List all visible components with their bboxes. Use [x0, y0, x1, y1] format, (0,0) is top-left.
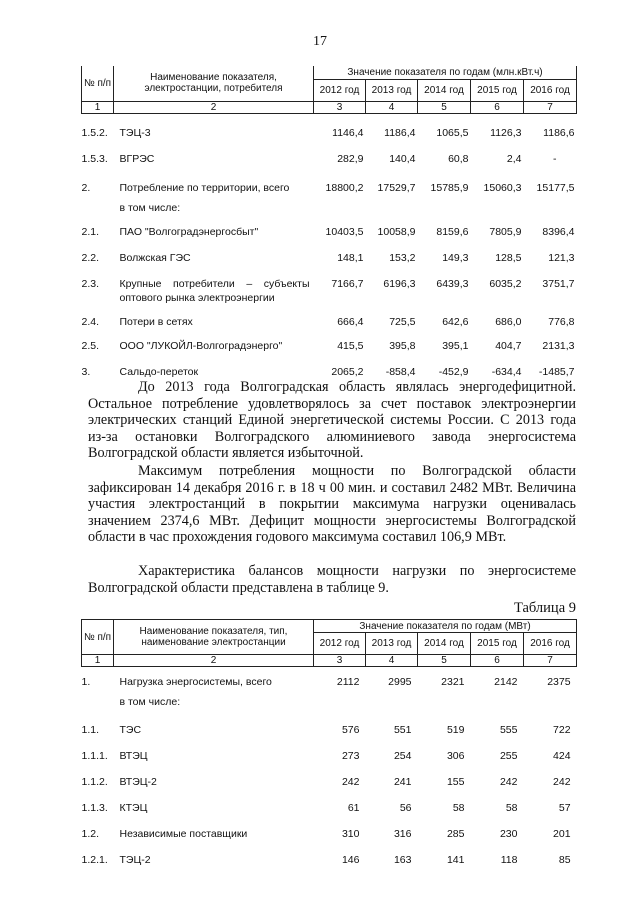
column-number: 2 [114, 655, 314, 667]
row-value: 6035,2 [489, 278, 522, 290]
column-number: 3 [314, 655, 366, 667]
column-number: 7 [524, 655, 577, 667]
row-value: 153,2 [389, 252, 416, 264]
row-value: 6196,3 [383, 278, 416, 290]
row-number: 2.3. [81, 278, 100, 290]
row-number: 1.1.3. [81, 801, 108, 814]
table-row [82, 173, 577, 217]
row-value: 10403,5 [325, 226, 364, 238]
row-number: 1.2.1. [81, 853, 108, 866]
row-number: 1.5.2. [81, 126, 108, 139]
row-name: ПАО "Волгоградэнергосбыт" [119, 226, 259, 238]
row-value: 56 [399, 801, 412, 814]
paragraph-text: До 2013 года Волгоградская область являлась энергодефицитной. Остальное потребление удовлетворялось за счет поставок электроэнергии электрических станций Единой энергетической системы России. С 2013 года из-за остановки Волгоградского алюминиевого завода энергосистема Волгоградской области является избыточной. [88, 379, 576, 461]
row-value: 273 [341, 749, 360, 762]
row-value: 576 [341, 723, 360, 736]
paragraph [88, 379, 576, 462]
row-value: 15177,5 [536, 182, 575, 194]
header-year: 2014 год [418, 79, 471, 101]
row-value: 1126,3 [490, 126, 522, 139]
row-value: 10058,9 [377, 226, 416, 238]
row-value: 686,0 [495, 316, 522, 328]
row-number: 1.1.2. [81, 775, 108, 788]
row-value: 285 [446, 827, 465, 840]
row-number: 2.5. [81, 340, 100, 352]
row-name: ООО "ЛУКОЙЛ-Волгоградэнерго" [119, 340, 283, 352]
row-value: 310 [341, 827, 360, 840]
paragraph-text: Максимум потребления мощности по Волгоградской области зафиксирован 14 декабря 2016 г. в 18 ч 00 мин. и составил 2482 МВт. Величина участия электростанций в покрытии максимума нагрузки оценивалась значением 2374,6 МВт. Дефицит мощности энергосистемы Волгоградской области в час прохождения годового максимума составил 106,9 МВт. [88, 463, 576, 545]
column-number: 6 [471, 101, 524, 113]
row-subtitle: в том числе: [119, 696, 181, 708]
row-value: 140,4 [389, 153, 416, 165]
row-value: 642,6 [442, 316, 469, 328]
row-name: ВТЭЦ [119, 749, 148, 762]
row-value: 1065,5 [436, 126, 469, 139]
paragraph [88, 463, 576, 546]
row-value: 2375 [547, 676, 571, 688]
row-value: 2,4 [506, 153, 522, 165]
row-name: ВТЭЦ-2 [119, 775, 157, 788]
row-value: 57 [558, 801, 571, 814]
row-name: Потребление по территории, всего [119, 182, 290, 194]
paragraph-text: Характеристика балансов мощности нагрузки по энергосистеме Волгоградской области представлена в таблице 9. [88, 563, 576, 596]
row-name: Сальдо-переток [119, 366, 199, 378]
row-value: -452,9 [438, 366, 469, 378]
row-name: Крупные потребители – субъекты оптового рынка электроэнергии [119, 278, 310, 304]
row-name: Волжская ГЭС [119, 252, 191, 264]
row-value: 201 [553, 827, 571, 840]
column-number: 2 [114, 101, 314, 113]
row-name: ВГРЭС [119, 153, 155, 165]
row-name: Потери в сетях [119, 316, 193, 328]
column-number: 3 [314, 101, 366, 113]
row-value: 2995 [388, 676, 412, 688]
row-value: 230 [499, 827, 518, 840]
row-number: 3. [81, 366, 91, 378]
column-number: 1 [82, 655, 114, 667]
table-row [82, 667, 577, 715]
row-value: 8159,6 [436, 226, 469, 238]
row-value: 148,1 [337, 252, 364, 264]
row-value: 424 [553, 749, 571, 762]
row-value: 15785,9 [430, 182, 469, 194]
row-value: -1485,7 [538, 366, 575, 378]
row-value: 415,5 [337, 340, 364, 352]
table-row [82, 245, 577, 271]
row-value: 404,7 [495, 340, 522, 352]
row-value: -634,4 [491, 366, 522, 378]
header-no: № п/п [82, 66, 114, 101]
power-load-table [81, 619, 577, 873]
row-value: 242 [499, 775, 518, 788]
row-value: 17529,7 [377, 182, 416, 194]
row-value: 15060,3 [483, 182, 522, 194]
row-value: 316 [393, 827, 412, 840]
row-value: -858,4 [385, 366, 416, 378]
header-year: 2012 год [314, 79, 366, 101]
row-value: 2321 [441, 676, 465, 688]
row-value: 306 [446, 749, 465, 762]
paragraph [88, 563, 576, 596]
column-number: 4 [366, 101, 418, 113]
row-value: 3751,7 [542, 278, 575, 290]
table-row [82, 113, 577, 147]
row-value: 128,5 [495, 252, 522, 264]
table-row [82, 847, 577, 873]
table-row [82, 821, 577, 847]
row-value: 1186,6 [543, 126, 575, 139]
row-value: 282,9 [337, 153, 364, 165]
table-row [82, 333, 577, 359]
row-value: 61 [347, 801, 360, 814]
header-values: Значение показателя по годам (МВт) [314, 620, 577, 633]
header-year: 2016 год [524, 633, 577, 655]
row-number: 2.1. [81, 226, 100, 238]
row-value: 149,3 [442, 252, 469, 264]
row-value: 121,3 [548, 252, 575, 264]
column-number: 7 [524, 101, 577, 113]
row-value: 141 [446, 853, 465, 866]
row-value: 146 [341, 853, 360, 866]
row-value: 2131,3 [542, 340, 575, 352]
row-number: 1. [81, 676, 91, 688]
row-name: ТЭС [119, 723, 142, 736]
row-value: 1186,4 [384, 126, 416, 139]
table-row [82, 795, 577, 821]
column-number: 6 [471, 655, 524, 667]
row-number: 2.2. [81, 252, 100, 264]
row-name: ТЭЦ-2 [119, 853, 151, 866]
row-value: 725,5 [389, 316, 416, 328]
row-name: ТЭЦ-3 [119, 126, 151, 139]
header-no: № п/п [82, 620, 114, 655]
row-number: 1.1.1. [81, 749, 108, 762]
page-number: 17 [313, 34, 327, 49]
row-number: 1.1. [81, 723, 100, 736]
column-number: 4 [366, 655, 418, 667]
column-number: 1 [82, 101, 114, 113]
header-year: 2015 год [471, 633, 524, 655]
row-value: 2112 [336, 676, 360, 688]
row-number: 2. [81, 182, 91, 194]
row-value: 1146,4 [332, 126, 364, 139]
row-number: 1.2. [81, 827, 100, 840]
row-value: 58 [505, 801, 518, 814]
table-caption: Таблица 9 [513, 600, 576, 616]
row-value: 254 [393, 749, 412, 762]
row-value: 85 [558, 853, 571, 866]
header-name: Наименование показателя, электростанции, потребителя [114, 66, 314, 101]
row-value: 395,8 [389, 340, 416, 352]
header-year: 2012 год [314, 633, 366, 655]
row-value: 2142 [494, 676, 518, 688]
header-year: 2016 год [524, 79, 577, 101]
row-value: 776,8 [548, 316, 575, 328]
column-number: 5 [418, 101, 471, 113]
row-number: 1.5.3. [81, 153, 108, 165]
row-value: 7805,9 [489, 226, 522, 238]
row-value: 666,4 [337, 316, 364, 328]
table-row [82, 217, 577, 245]
row-value: 255 [499, 749, 518, 762]
row-value: 519 [446, 723, 465, 736]
row-value: 242 [553, 775, 571, 788]
column-number: 5 [418, 655, 471, 667]
energy-balance-table [81, 66, 577, 385]
row-value: 8396,4 [542, 226, 575, 238]
header-year: 2014 год [418, 633, 471, 655]
row-value: 241 [393, 775, 412, 788]
row-value: 6439,3 [436, 278, 469, 290]
row-value: 163 [393, 853, 412, 866]
row-value: 60,8 [448, 153, 469, 165]
row-value: 551 [393, 723, 412, 736]
row-value: 395,1 [442, 340, 469, 352]
row-value: - [553, 153, 557, 165]
row-name: Нагрузка энергосистемы, всего [119, 676, 272, 688]
header-year: 2015 год [471, 79, 524, 101]
table-row [82, 271, 577, 307]
header-year: 2013 год [366, 79, 418, 101]
header-values: Значение показателя по годам (млн.кВт.ч) [314, 66, 577, 79]
table-row [82, 307, 577, 333]
row-name: Независимые поставщики [119, 827, 248, 840]
table-row [82, 147, 577, 173]
row-value: 2065,2 [331, 366, 364, 378]
row-subtitle: в том числе: [119, 202, 181, 214]
row-value: 555 [499, 723, 518, 736]
row-value: 118 [500, 853, 518, 866]
row-value: 18800,2 [325, 182, 364, 194]
row-value: 155 [446, 775, 465, 788]
row-value: 242 [341, 775, 360, 788]
table-row [82, 769, 577, 795]
table-row [82, 715, 577, 743]
table-row [82, 743, 577, 769]
row-value: 58 [452, 801, 465, 814]
row-value: 722 [553, 723, 571, 736]
row-value: 7166,7 [331, 278, 364, 290]
row-number: 2.4. [81, 316, 100, 328]
header-year: 2013 год [366, 633, 418, 655]
row-name: КТЭЦ [119, 801, 148, 814]
header-name: Наименование показателя, тип, наименование электростанции [114, 620, 314, 655]
